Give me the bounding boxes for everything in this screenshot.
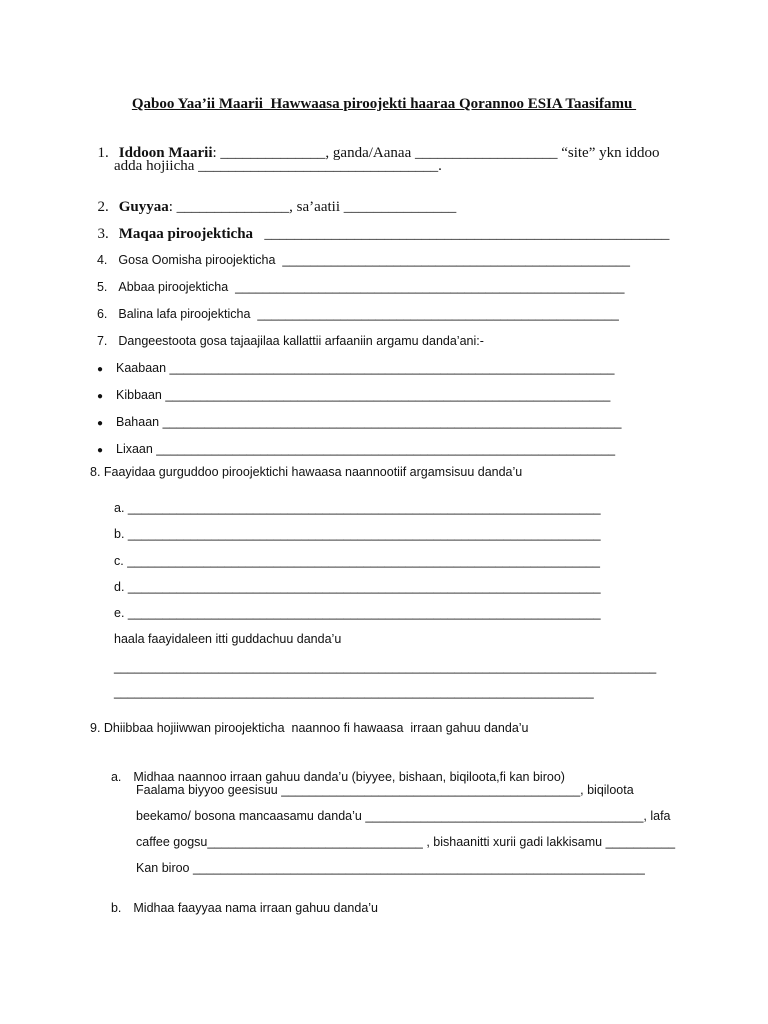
answer-line: caffee gogsu_______________________________ , bishaanitti xurii gadi lakkisamu __________ — [136, 835, 676, 849]
item-text: Balina lafa piroojekticha ____________________________________________________ — [118, 306, 619, 321]
sub-item-label: a. — [110, 769, 122, 784]
item-number: 5. — [96, 279, 108, 294]
item-text: : _______________, sa’aatii _______________ — [168, 199, 457, 215]
bullet-item — [90, 403, 621, 429]
sub-item-label: b. — [110, 900, 122, 915]
item-text: Dangeestoota gosa tajaajilaa kallattii arfaaniin argamu danda’ani:- — [118, 333, 484, 348]
bullet-text: Kibbaan ________________________________________________________________ — [116, 387, 611, 402]
answer-line: Kan biroo _________________________________________________________________ — [136, 861, 645, 875]
item-number: 4. — [96, 252, 108, 267]
bullet-text: Bahaan __________________________________________________________________ — [116, 414, 622, 429]
answer-line-e: e. ____________________________________________________________________ — [114, 606, 601, 620]
bullet-icon: ● — [96, 417, 103, 429]
answer-line-b: b. ____________________________________________________________________ — [114, 527, 601, 541]
sub-item-b — [104, 889, 378, 914]
sub-item-a — [104, 758, 565, 783]
item-text: ______________________________________________________ — [253, 226, 670, 242]
bullet-item — [90, 376, 610, 402]
item-number: 7. — [96, 333, 108, 348]
followup-prompt: haala faayidaleen itti guddachuu danda’u — [114, 632, 342, 646]
sub-item-text: Midhaa faayyaa nama irraan gahuu danda’u — [133, 900, 379, 915]
item-2 — [90, 185, 456, 215]
answer-line: Faalama biyyoo geesisuu ___________________________________________, biqiloota — [136, 783, 634, 797]
item-label: Guyyaa — [118, 199, 169, 215]
item-7 — [90, 322, 484, 347]
bullet-icon: ● — [96, 363, 103, 375]
item-text: : ______________, ganda/Aanaa ___________________ “site” ykn iddoo — [212, 145, 660, 161]
answer-line: ______________________________________________________________________________ — [114, 660, 657, 674]
item-text: Gosa Oomisha piroojekticha __________________________________________________ — [118, 252, 630, 267]
item-3 — [90, 212, 669, 242]
item-number: 1. — [97, 145, 109, 161]
item-1 — [90, 131, 660, 161]
question-9: 9. Dhiibbaa hojiiwwan piroojekticha naannoo fi hawaasa irraan gahuu danda’u — [90, 721, 529, 735]
question-8: 8. Faayidaa gurguddoo piroojektichi hawaasa naannootiif argamsisuu danda’u — [90, 465, 523, 479]
answer-line-a: a. ____________________________________________________________________ — [114, 501, 601, 515]
item-5 — [90, 268, 624, 293]
sub-item-text: Midhaa naannoo irraan gahuu danda’u (biyyee, bishaan, biqiloota,fi kan biroo) — [133, 769, 565, 784]
answer-line: beekamo/ bosona mancaasamu danda’u ________________________________________, lafa — [136, 809, 671, 823]
answer-line-d: d. ____________________________________________________________________ — [114, 580, 601, 594]
item-1-continuation: adda hojiicha ________________________________. — [114, 158, 442, 174]
answer-line: _____________________________________________________________________ — [114, 685, 594, 699]
bullet-text: Lixaan __________________________________________________________________ — [116, 441, 616, 456]
item-label: Iddoon Maarii — [118, 145, 213, 161]
item-4 — [90, 241, 630, 266]
bullet-item — [90, 349, 614, 375]
item-number: 3. — [97, 226, 109, 242]
item-number: 2. — [97, 199, 109, 215]
item-number: 6. — [96, 306, 108, 321]
answer-line-c: c. ____________________________________________________________________ — [114, 554, 600, 568]
bullet-icon: ● — [96, 444, 103, 456]
page-title: Qaboo Yaa’ii Maarii Hawwaasa piroojekti haaraa Qorannoo ESIA Taasifamu — [131, 96, 637, 112]
bullet-text: Kaabaan ________________________________________________________________ — [116, 360, 615, 375]
bullet-icon: ● — [96, 390, 103, 402]
bullet-item — [90, 430, 615, 456]
item-text: Abbaa piroojekticha ________________________________________________________ — [118, 279, 625, 294]
item-6 — [90, 295, 619, 320]
item-label: Maqaa piroojekticha — [118, 226, 254, 242]
